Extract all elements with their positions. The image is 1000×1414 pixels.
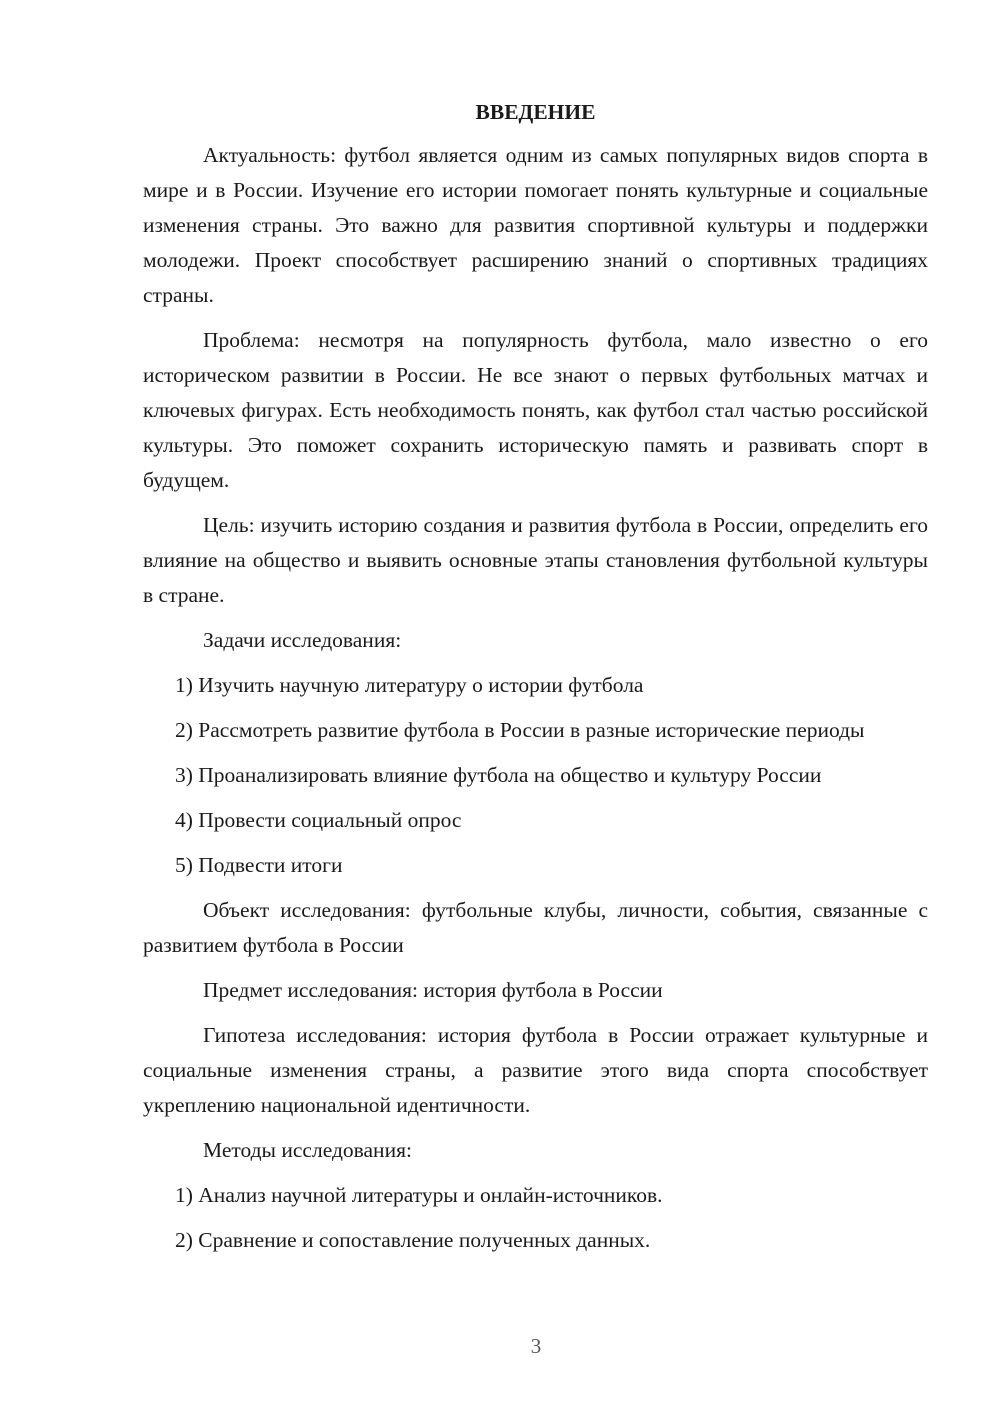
method-item: 2) Сравнение и сопоставление полученных данных. bbox=[175, 1228, 651, 1252]
relevance-paragraph: Актуальность: футбол является одним из самых популярных видов спорта в мире и в России. Изучение его истории помогает понять культурные и социальные изменения страны. Это важно для развития спортивной культуры и поддержки молодежи. Проект способствует расширению знаний о спортивных традициях страны. bbox=[143, 143, 928, 307]
task-item: 1) Изучить научную литературу о истории футбола bbox=[175, 673, 644, 697]
section-title: ВВЕДЕНИЕ bbox=[475, 100, 596, 124]
page-number: 3 bbox=[530, 1334, 542, 1358]
problem-paragraph: Проблема: несмотря на популярность футбола, мало известно о его историческом развитии в России. Не все знают о первых футбольных матчах и ключевых фигурах. Есть необходимость понять, как футбол стал частью российской культуры. Это поможет сохранить историческую память и развивать спорт в будущем. bbox=[143, 328, 928, 492]
tasks-heading: Задачи исследования: bbox=[203, 628, 402, 652]
task-item: 3) Проанализировать влияние футбола на общество и культуру России bbox=[175, 763, 822, 787]
page-content bbox=[143, 96, 928, 1268]
method-item: 1) Анализ научной литературы и онлайн-источников. bbox=[175, 1183, 663, 1207]
methods-heading: Методы исследования: bbox=[203, 1138, 412, 1162]
task-item: 2) Рассмотреть развитие футбола в России в разные исторические периоды bbox=[175, 718, 865, 742]
task-item: 4) Провести социальный опрос bbox=[175, 808, 462, 832]
task-item: 5) Подвести итоги bbox=[175, 853, 343, 877]
hypothesis-paragraph: Гипотеза исследования: история футбола в России отражает культурные и социальные изменения страны, а развитие этого вида спорта способствует укреплению национальной идентичности. bbox=[143, 1023, 928, 1117]
subject-paragraph: Предмет исследования: история футбола в России bbox=[203, 978, 663, 1002]
goal-paragraph: Цель: изучить историю создания и развития футбола в России, определить его влияние на общество и выявить основные этапы становления футбольной культуры в стране. bbox=[143, 513, 928, 607]
object-paragraph: Объект исследования: футбольные клубы, личности, события, связанные с развитием футбола в России bbox=[143, 898, 928, 957]
